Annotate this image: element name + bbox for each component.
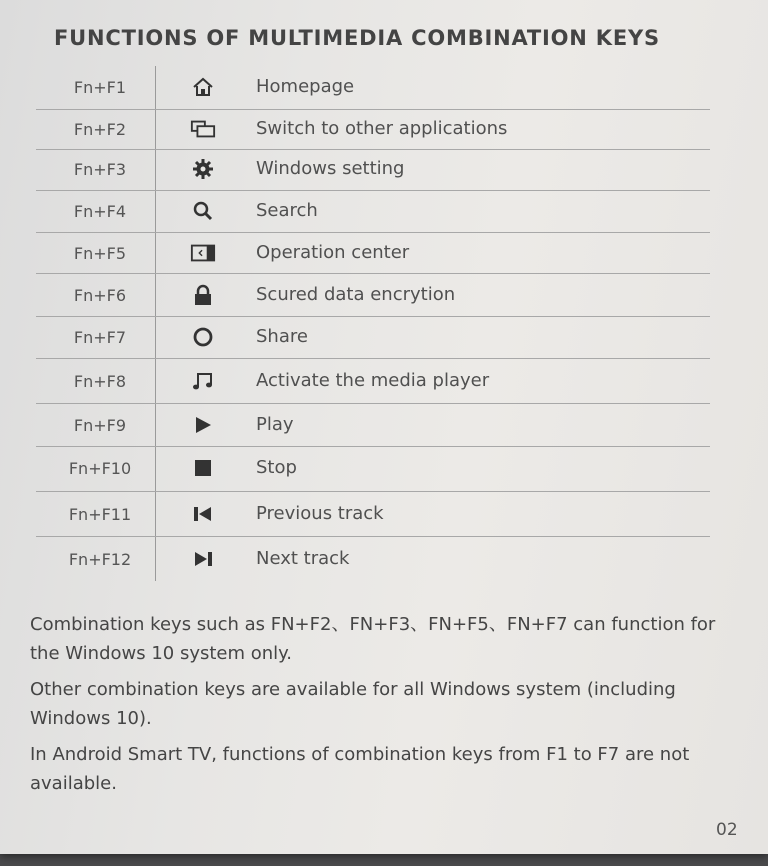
table-row	[0, 317, 768, 359]
function-description: Activate the media player	[256, 370, 490, 391]
key-combo: Fn+F12	[68, 550, 132, 569]
function-description: Previous track	[256, 503, 384, 524]
music-note-icon	[190, 370, 216, 392]
home-icon	[190, 76, 216, 98]
function-description: Search	[256, 200, 318, 221]
key-combo: Fn+F3	[73, 160, 127, 179]
share-icon	[190, 326, 216, 348]
table-row	[0, 150, 768, 191]
page-title: FUNCTIONS OF MULTIMEDIA COMBINATION KEYS	[54, 26, 660, 50]
function-description: Stop	[256, 457, 297, 478]
previous-track-icon	[190, 503, 216, 525]
function-description: Scured data encrytion	[256, 284, 456, 305]
key-combo: Fn+F5	[73, 244, 127, 263]
page-number: 02	[716, 820, 738, 840]
function-description: Windows setting	[256, 158, 405, 179]
play-icon	[190, 414, 216, 436]
function-description: Homepage	[256, 76, 355, 97]
operation-center-icon	[190, 242, 216, 264]
usage-notes	[30, 610, 730, 805]
table-row	[0, 537, 768, 581]
function-description: Operation center	[256, 242, 410, 263]
key-combo: Fn+F1	[73, 78, 127, 97]
key-combo: Fn+F8	[73, 372, 127, 391]
note-paragraph: Other combination keys are available for all Windows system (including Windows 10).	[30, 679, 676, 729]
key-combo: Fn+F4	[73, 202, 127, 221]
table-row	[0, 233, 768, 274]
search-icon	[190, 200, 216, 222]
key-combo: Fn+F9	[73, 416, 127, 435]
function-description: Share	[256, 326, 308, 347]
table-row	[0, 492, 768, 537]
table-row	[0, 110, 768, 150]
note-paragraph: In Android Smart TV, functions of combination keys from F1 to F7 are not available.	[30, 744, 690, 794]
table-row	[0, 191, 768, 233]
table-row	[0, 274, 768, 317]
key-combo: Fn+F7	[73, 328, 127, 347]
note-paragraph: Combination keys such as FN+F2、FN+F3、FN+F5、FN+F7 can function for the Windows 10 system only.	[30, 614, 716, 664]
key-combo: Fn+F10	[68, 459, 132, 478]
table-row	[0, 359, 768, 404]
table-row	[0, 404, 768, 447]
gear-icon	[190, 158, 216, 180]
key-combo: Fn+F6	[73, 286, 127, 305]
table-row	[0, 447, 768, 492]
lock-icon	[190, 284, 216, 306]
stop-icon	[190, 457, 216, 479]
function-description: Next track	[256, 548, 350, 569]
function-description: Switch to other applications	[256, 118, 508, 139]
function-description: Play	[256, 414, 294, 435]
next-track-icon	[190, 548, 216, 570]
table-row	[0, 66, 768, 110]
key-combo: Fn+F2	[73, 120, 127, 139]
switch-window-icon	[190, 118, 216, 140]
combination-keys-table	[0, 66, 768, 581]
key-combo: Fn+F11	[68, 505, 132, 524]
